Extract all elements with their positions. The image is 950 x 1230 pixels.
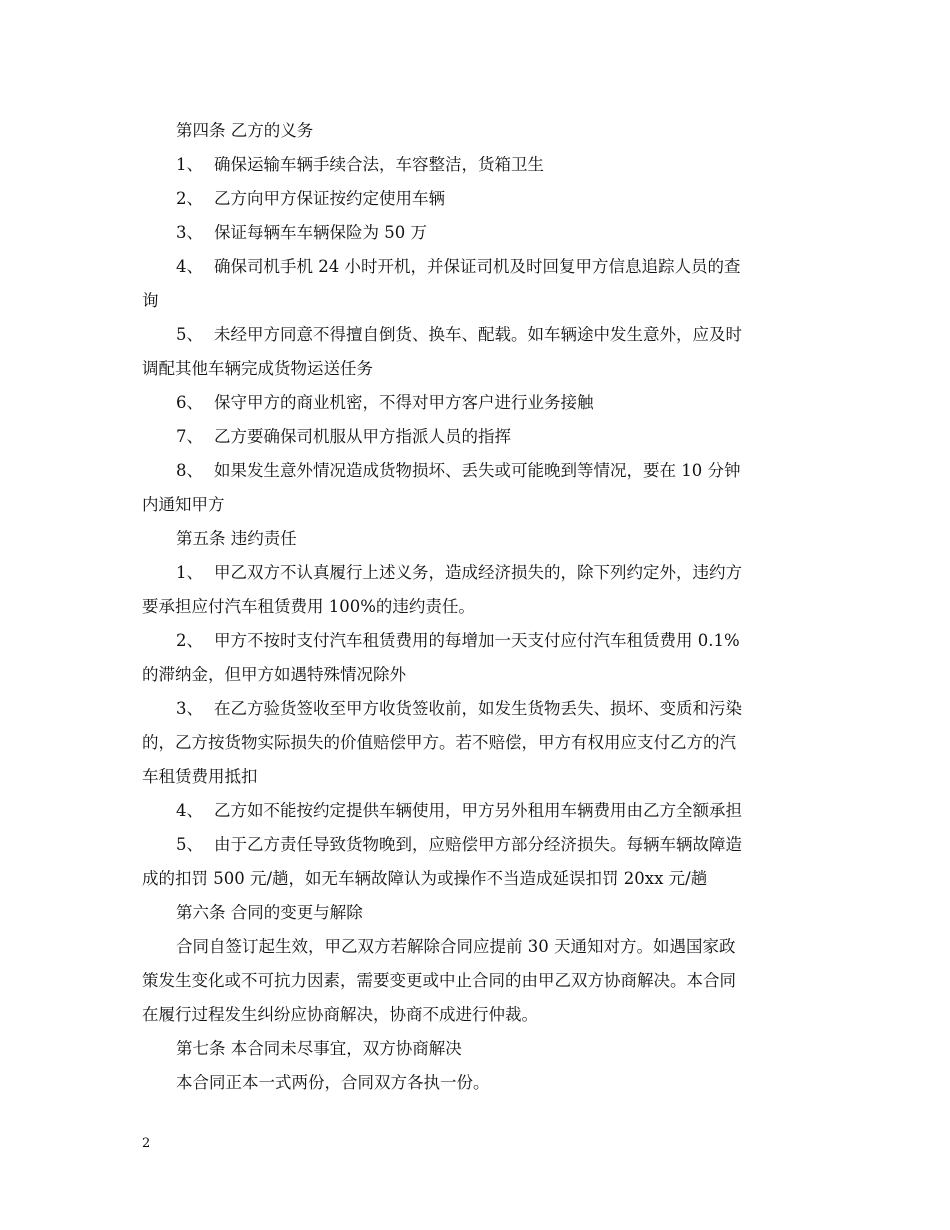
line-text: 如果发生意外情况造成货物损坏、丢失或可能晚到等情况，要在 10 分钟 xyxy=(214,461,741,480)
document-body xyxy=(142,114,812,1100)
text-line xyxy=(142,828,812,862)
item-number: 3、 xyxy=(176,223,203,242)
line-text: 的滞纳金，但甲方如遇特殊情况除外 xyxy=(142,665,406,684)
text-line xyxy=(142,216,812,250)
item-number: 1、 xyxy=(176,563,203,582)
item-number: 6、 xyxy=(176,393,203,412)
item-number: 5、 xyxy=(176,835,203,854)
line-text: 未经甲方同意不得擅自倒货、换车、配载。如车辆途中发生意外，应及时 xyxy=(214,325,742,344)
text-line xyxy=(142,1032,812,1066)
text-line xyxy=(142,760,812,794)
line-text: 调配其他车辆完成货物运送任务 xyxy=(142,359,373,378)
line-text: 第六条 合同的变更与解除 xyxy=(176,903,363,922)
item-number: 3、 xyxy=(176,699,203,718)
text-line xyxy=(142,522,812,556)
item-number: 8、 xyxy=(176,461,203,480)
line-text: 在乙方验货签收至甲方收货签收前，如发生货物丢失、损坏、变质和污染 xyxy=(214,699,742,718)
line-text: 内通知甲方 xyxy=(142,495,225,514)
page-number: 2 xyxy=(142,1136,151,1151)
text-line xyxy=(142,624,812,658)
text-line xyxy=(142,590,812,624)
line-text: 成的扣罚 500 元/趟，如无车辆故障认为或操作不当造成延误扣罚 20xx 元/趟 xyxy=(142,869,708,888)
line-text: 确保运输车辆手续合法，车容整洁，货箱卫生 xyxy=(214,155,544,174)
item-number: 5、 xyxy=(176,325,203,344)
text-line xyxy=(142,148,812,182)
line-text: 策发生变化或不可抗力因素，需要变更或中止合同的由甲乙双方协商解决。本合同 xyxy=(142,971,736,990)
text-line xyxy=(142,318,812,352)
line-text: 甲乙双方不认真履行上述义务，造成经济损失的，除下列约定外，违约方 xyxy=(214,563,742,582)
line-text: 保守甲方的商业机密，不得对甲方客户进行业务接触 xyxy=(214,393,594,412)
line-text: 确保司机手机 24 小时开机，并保证司机及时回复甲方信息追踪人员的查 xyxy=(214,257,741,276)
item-number: 4、 xyxy=(176,801,203,820)
item-number: 2、 xyxy=(176,189,203,208)
item-number: 1、 xyxy=(176,155,203,174)
line-text: 要承担应付汽车租赁费用 100%的违约责任。 xyxy=(142,597,475,616)
line-text: 第四条 乙方的义务 xyxy=(176,121,314,140)
item-number: 2、 xyxy=(176,631,203,650)
text-line xyxy=(142,964,812,998)
line-text: 保证每辆车车辆保险为 50 万 xyxy=(214,223,427,242)
text-line xyxy=(142,420,812,454)
text-line xyxy=(142,896,812,930)
line-text: 本合同正本一式两份，合同双方各执一份。 xyxy=(176,1073,490,1092)
text-line xyxy=(142,114,812,148)
line-text: 车租赁费用抵扣 xyxy=(142,767,258,786)
text-line xyxy=(142,794,812,828)
text-line xyxy=(142,1066,812,1100)
line-text: 乙方要确保司机服从甲方指派人员的指挥 xyxy=(214,427,511,446)
line-text: 在履行过程发生纠纷应协商解决，协商不成进行仲裁。 xyxy=(142,1005,538,1024)
line-text: 的，乙方按货物实际损失的价值赔偿甲方。若不赔偿，甲方有权用应支付乙方的汽 xyxy=(142,733,736,752)
item-number: 4、 xyxy=(176,257,203,276)
text-line xyxy=(142,386,812,420)
text-line xyxy=(142,556,812,590)
line-text: 由于乙方责任导致货物晚到，应赔偿甲方部分经济损失。每辆车辆故障造 xyxy=(214,835,742,854)
text-line xyxy=(142,284,812,318)
text-line xyxy=(142,998,812,1032)
text-line xyxy=(142,250,812,284)
text-line xyxy=(142,692,812,726)
text-line xyxy=(142,726,812,760)
line-text: 乙方向甲方保证按约定使用车辆 xyxy=(214,189,445,208)
item-number: 7、 xyxy=(176,427,203,446)
line-text: 第五条 违约责任 xyxy=(176,529,297,548)
text-line xyxy=(142,488,812,522)
text-line xyxy=(142,862,812,896)
text-line xyxy=(142,182,812,216)
text-line xyxy=(142,930,812,964)
line-text: 第七条 本合同未尽事宜，双方协商解决 xyxy=(176,1039,462,1058)
line-text: 询 xyxy=(142,291,159,310)
text-line xyxy=(142,658,812,692)
text-line xyxy=(142,454,812,488)
text-line xyxy=(142,352,812,386)
line-text: 合同自签订起生效，甲乙双方若解除合同应提前 30 天通知对方。如遇国家政 xyxy=(176,937,736,956)
line-text: 乙方如不能按约定提供车辆使用，甲方另外租用车辆费用由乙方全额承担 xyxy=(214,801,742,820)
line-text: 甲方不按时支付汽车租赁费用的每增加一天支付应付汽车租赁费用 0.1% xyxy=(214,631,740,650)
